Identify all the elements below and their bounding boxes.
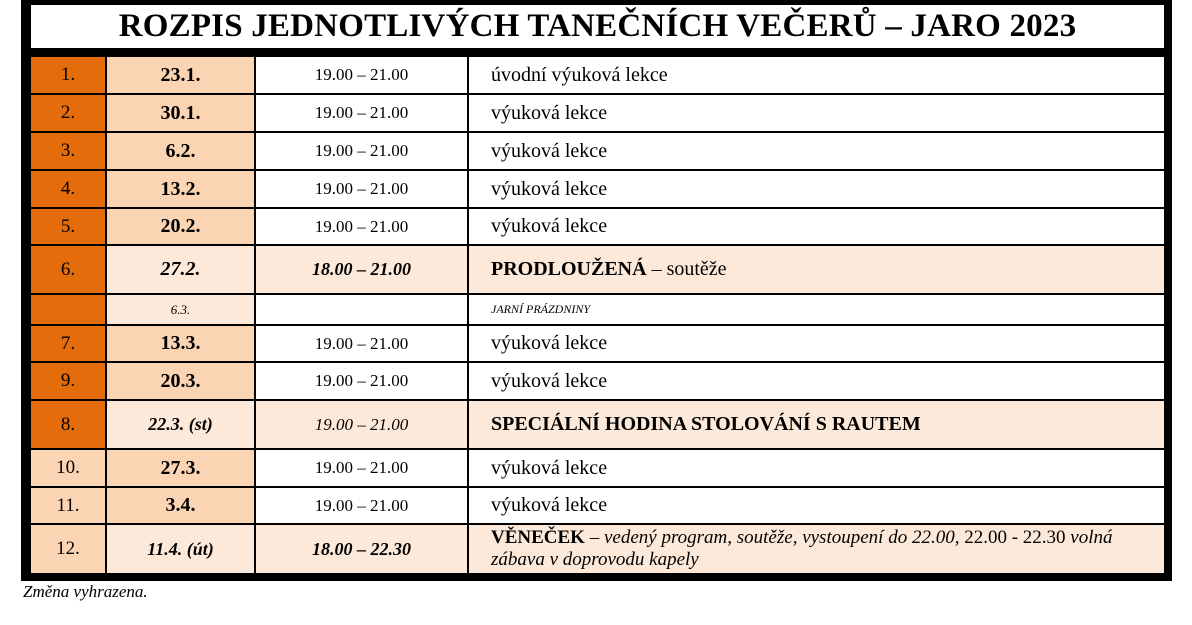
row-description: výuková lekce	[469, 171, 1164, 207]
table-row	[31, 295, 1164, 324]
row-number: 4.	[31, 171, 105, 207]
row-time: 19.00 – 21.00	[256, 363, 467, 399]
row-description: výuková lekce	[469, 450, 1164, 486]
row-description-part1: – vedený program, soutěže, vystoupení do 22.00,	[584, 527, 960, 548]
row-description	[469, 246, 1164, 293]
row-time: 19.00 – 21.00	[256, 57, 467, 93]
row-description-part3: volná zábava v doprovodu kapely	[491, 527, 1113, 570]
row-date: 23.1.	[107, 57, 254, 93]
row-date: 27.2.	[107, 246, 254, 293]
row-number: 12.	[31, 525, 105, 573]
row-number: 6.	[31, 246, 105, 293]
row-date: 6.2.	[107, 133, 254, 169]
row-number: 3.	[31, 133, 105, 169]
row-number: 2.	[31, 95, 105, 131]
table-row	[31, 95, 1164, 131]
row-date: 13.2.	[107, 171, 254, 207]
row-number: 1.	[31, 57, 105, 93]
table-row	[31, 363, 1164, 399]
table-row	[31, 209, 1164, 244]
row-number: 11.	[31, 488, 105, 523]
row-date: 11.4. (út)	[107, 525, 254, 573]
row-date: 20.3.	[107, 363, 254, 399]
row-description: JARNÍ PRÁZDNINY	[469, 295, 1164, 324]
row-description: úvodní výuková lekce	[469, 57, 1164, 93]
row-description-bold: VĚNEČEK	[491, 527, 585, 548]
row-description-part2: 22.00 - 22.30	[959, 527, 1071, 548]
row-time: 18.00 – 22.30	[256, 525, 467, 573]
row-time: 19.00 – 21.00	[256, 209, 467, 244]
row-date: 22.3. (st)	[107, 401, 254, 448]
row-time: 19.00 – 21.00	[256, 326, 467, 361]
row-description	[469, 525, 1164, 573]
row-date: 13.3.	[107, 326, 254, 361]
row-date: 20.2.	[107, 209, 254, 244]
table-row	[31, 450, 1164, 486]
row-time: 19.00 – 21.00	[256, 401, 467, 448]
row-time: 19.00 – 21.00	[256, 488, 467, 523]
row-time: 19.00 – 21.00	[256, 133, 467, 169]
row-description: výuková lekce	[469, 488, 1164, 523]
row-description: výuková lekce	[469, 209, 1164, 244]
row-time: 19.00 – 21.00	[256, 450, 467, 486]
row-number	[31, 295, 105, 324]
table-row	[31, 133, 1164, 169]
row-description: výuková lekce	[469, 133, 1164, 169]
row-time: 19.00 – 21.00	[256, 95, 467, 131]
row-number: 10.	[31, 450, 105, 486]
row-description-bold: PRODLOUŽENÁ	[491, 258, 647, 280]
footnote: Změna vyhrazena.	[23, 582, 148, 601]
row-number: 7.	[31, 326, 105, 361]
row-date: 3.4.	[107, 488, 254, 523]
row-number: 5.	[31, 209, 105, 244]
table-row	[31, 401, 1164, 448]
row-number: 9.	[31, 363, 105, 399]
row-description: výuková lekce	[469, 326, 1164, 361]
table-row	[31, 326, 1164, 361]
row-description: výuková lekce	[469, 363, 1164, 399]
row-date: 6.3.	[107, 295, 254, 324]
row-time	[256, 295, 467, 324]
table-row	[31, 525, 1164, 573]
row-time: 18.00 – 21.00	[256, 246, 467, 293]
row-date: 27.3.	[107, 450, 254, 486]
table-row	[31, 57, 1164, 93]
row-description: SPECIÁLNÍ HODINA STOLOVÁNÍ S RAUTEM	[469, 401, 1164, 448]
row-description: výuková lekce	[469, 95, 1164, 131]
row-description-text	[491, 525, 1164, 571]
page-title: ROZPIS JEDNOTLIVÝCH TANEČNÍCH VEČERŮ – JARO 2023	[31, 5, 1164, 48]
row-date: 30.1.	[107, 95, 254, 131]
table-row	[31, 488, 1164, 523]
row-number: 8.	[31, 401, 105, 448]
row-description-rest: – soutěže	[646, 258, 727, 280]
row-time: 19.00 – 21.00	[256, 171, 467, 207]
table-row	[31, 171, 1164, 207]
table-row	[31, 246, 1164, 293]
